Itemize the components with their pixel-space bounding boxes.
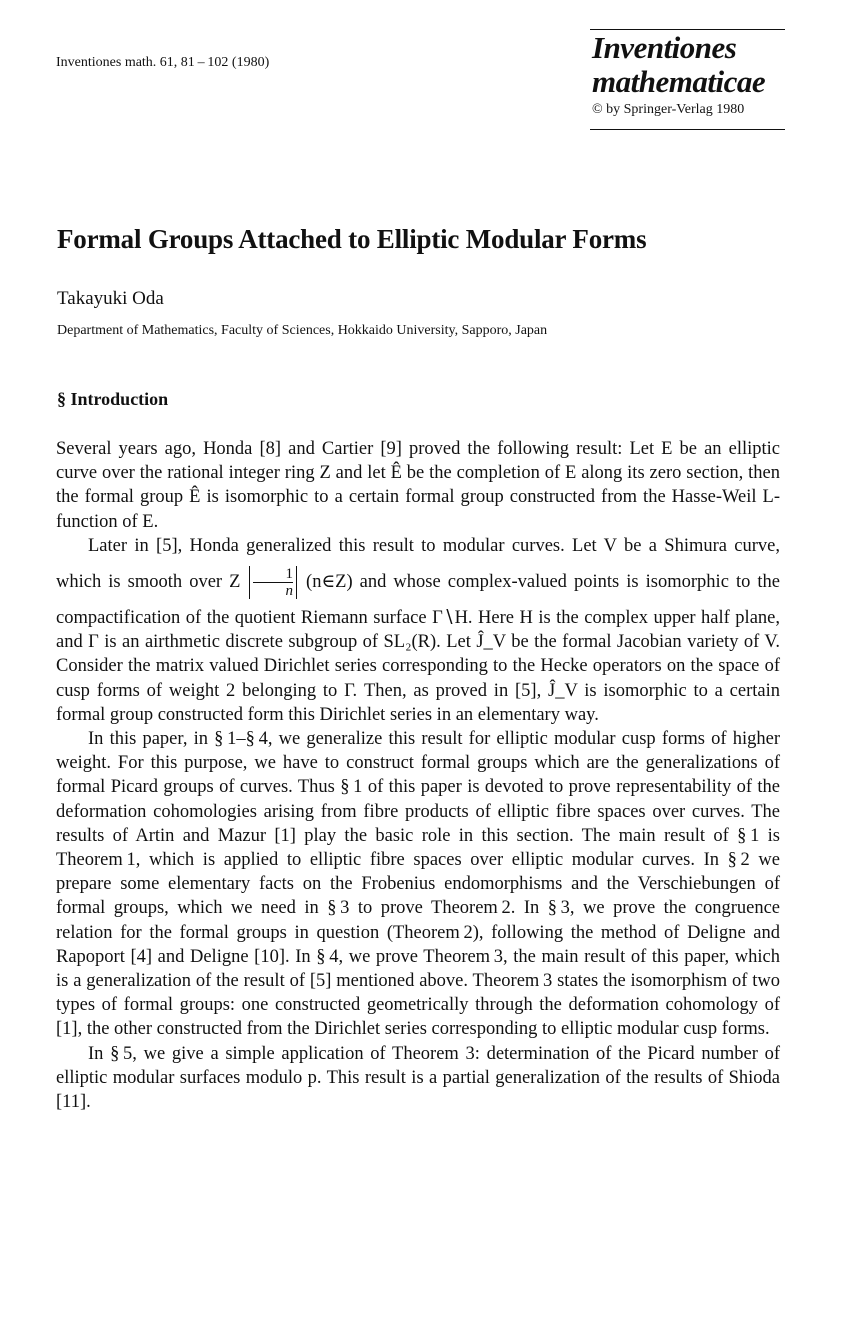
fraction-denominator: n	[285, 583, 293, 600]
journal-title-line2: mathematicae	[592, 64, 766, 99]
line-spacer	[240, 572, 247, 592]
copyright-notice: © by Springer-Verlag 1980	[592, 102, 745, 117]
paragraph-2	[56, 534, 780, 727]
fraction-1-over-n	[249, 566, 297, 599]
paragraph-3: In this paper, in § 1–§ 4, we generalize this result for elliptic modular cusp forms of higher weight. For this purpose, we have to construct formal groups which are the generalizations of formal Picard groups of curves. Thus § 1 of this paper is devoted to prove representability of the deformation cohomologies arising from fibre products of elliptic fibre spaces over curves. The results of Artin and Mazur [1] play the basic role in this section. The main result of § 1 is Theorem 1, which is applied to elliptic fibre spaces over elliptic modular curves. In § 2 we prepare some elementary facts on the Frobenius endomorphisms and the Verschiebungen of formal groups, which we need in § 3 to prove Theorem 2. In § 3, we prove the congruence relation for the formal groups in question (Theorem 2), following the method of Deligne and Rapoport [4] and Deligne [10]. In § 4, we prove Theorem 3, the main result of this paper, which is a generalization of the result of [5] mentioned above. Theorem 3 states the isomorphism of two types of formal groups: one constructed geometrically through the deformation cohomology of [1], the other constructed from the Dirichlet series corresponding to elliptic modular cusp forms.	[56, 729, 780, 1040]
section-heading: § Introduction	[57, 389, 169, 409]
journal-bottom-rule	[590, 129, 785, 130]
fraction-numerator: 1	[253, 566, 293, 583]
paragraph-2-start: Later in [5], Honda generalized this result to modular curves. Let V be a Shimura curve, which is smooth over Z	[56, 535, 780, 593]
paragraph-4: In § 5, we give a simple application of Theorem 3: determination of the Picard number of elliptic modular surfaces modulo p. This result is a partial generalization of the results of Shioda [11].	[56, 1043, 780, 1113]
paragraph-2-rest: (n∈Z) and whose complex-valued points is isomorphic to the compactification of the quotient Riemann surface Γ∖H. Here H is the complex upper half plane, and Γ is an airthmetic discrete subgroup of SL₂(R). Let Ĵ_V be the formal Jacobian variety of V. Consider the matrix valued Dirichlet series corresponding to the Hecke operators on the space of cusp forms of weight 2 belonging to Γ. Then, as proved in [5], Ĵ_V is isomorphic to a certain formal group constructed form this Dirichlet series in an elementary way.	[56, 572, 781, 725]
author-affiliation: Department of Mathematics, Faculty of Sciences, Hokkaido University, Sapporo, Japan	[57, 323, 548, 338]
author-name: Takayuki Oda	[57, 288, 164, 309]
body-text	[56, 437, 780, 1114]
article-title: Formal Groups Attached to Elliptic Modular Forms	[57, 224, 647, 254]
journal-title-line1: Inventiones	[592, 30, 737, 65]
journal-citation: Inventiones math. 61, 81 – 102 (1980)	[56, 55, 270, 70]
paragraph-1: Several years ago, Honda [8] and Cartier [9] proved the following result: Let E be an elliptic curve over the rational integer ring Z and let Ê be the completion of E along its zero section, then the formal group Ê is isomorphic to a certain formal group constructed from the Hasse-Weil L-function of E.	[56, 439, 780, 532]
